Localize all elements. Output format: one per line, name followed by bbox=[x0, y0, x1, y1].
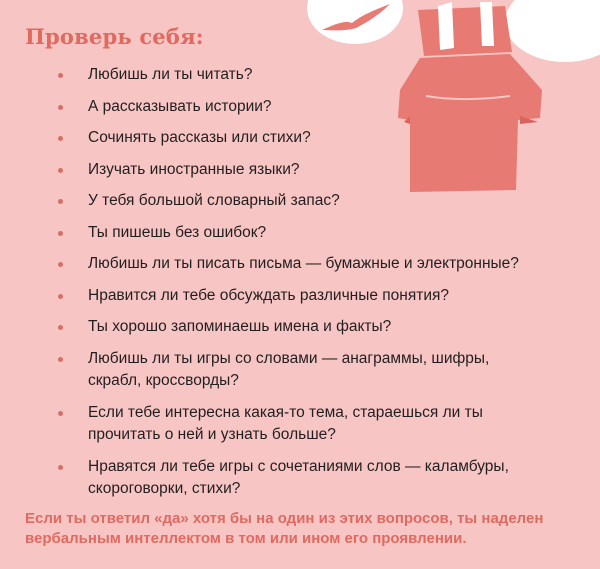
list-item bbox=[52, 159, 572, 182]
bullet-icon bbox=[58, 357, 63, 362]
list-item bbox=[52, 285, 572, 308]
list-item bbox=[52, 64, 572, 87]
bullet-icon bbox=[58, 325, 63, 330]
cloud-shape bbox=[307, 0, 403, 44]
question-text: Нравятся ли тебе игры с сочетаниями слов — каламбуры, скороговорки, стихи? bbox=[88, 457, 509, 497]
question-text: Если тебе интересна какая-то тема, стараешься ли ты прочитать о ней и узнать больше? bbox=[88, 403, 483, 443]
bullet-icon bbox=[58, 168, 63, 173]
bullet-icon bbox=[58, 294, 63, 299]
question-text: Сочинять рассказы или стихи? bbox=[88, 129, 311, 146]
question-text: Любишь ли ты игры со словами — анаграммы, шифры, скрабл, кроссворды? bbox=[88, 349, 490, 389]
question-text: Ты пишешь без ошибок? bbox=[88, 223, 267, 241]
question-list bbox=[52, 64, 572, 501]
list-item bbox=[52, 348, 528, 393]
list-item bbox=[52, 222, 572, 245]
bird-icon bbox=[322, 4, 390, 30]
list-item bbox=[52, 316, 572, 339]
cloud-shape bbox=[505, 0, 600, 62]
question-text: Изучать иностранные языки? bbox=[88, 160, 300, 178]
list-item bbox=[52, 253, 572, 276]
list-item bbox=[52, 190, 572, 213]
bullet-icon bbox=[58, 105, 63, 110]
question-text: Ты хорошо запоминаешь имена и факты? bbox=[88, 318, 392, 335]
list-item bbox=[52, 456, 558, 501]
question-text: Нравится ли тебе обсуждать различные понятия? bbox=[88, 286, 450, 304]
question-text: Любишь ли ты писать письма — бумажные и электронные? bbox=[88, 255, 519, 272]
list-item bbox=[52, 127, 572, 150]
question-text: Любишь ли ты читать? bbox=[88, 66, 253, 83]
bullet-icon bbox=[58, 73, 63, 78]
bullet-icon bbox=[58, 262, 63, 267]
list-item bbox=[52, 402, 533, 447]
question-text: А рассказывать истории? bbox=[88, 97, 272, 115]
question-text: У тебя большой словарный запас? bbox=[88, 192, 340, 209]
section-title: Проверь себя: bbox=[25, 24, 204, 49]
conclusion-note: Если ты ответил «да» хотя бы на один из этих вопросов, ты наделен вербальным интеллектом в том или ином его проявлении. bbox=[25, 510, 544, 547]
bullet-icon bbox=[58, 199, 63, 204]
bullet-icon bbox=[58, 136, 63, 141]
bullet-icon bbox=[58, 231, 63, 236]
bullet-icon bbox=[58, 411, 63, 416]
bullet-icon bbox=[58, 465, 63, 470]
list-item bbox=[52, 96, 572, 119]
